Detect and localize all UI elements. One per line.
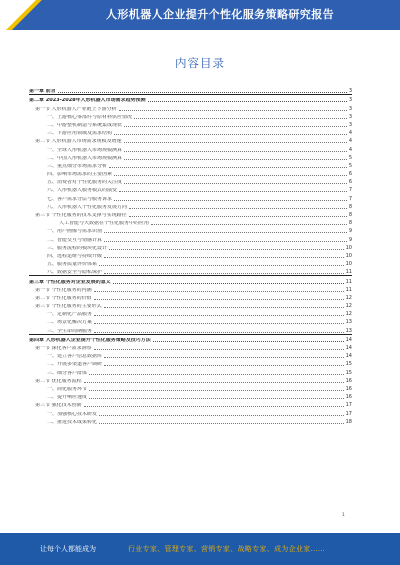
footer-bar	[0, 533, 400, 565]
toc-entry-page: 3	[348, 113, 352, 120]
toc-leader-dots	[99, 415, 344, 416]
toc-entry-label: 第一节 深化客户需求洞察	[35, 346, 92, 351]
toc-entry-label: 一、全球人形机器人市场规模测算	[47, 147, 123, 153]
toc-entry[interactable]	[29, 251, 352, 259]
toc-leader-dots	[104, 232, 347, 233]
toc-leader-dots	[129, 216, 347, 217]
toc-entry-label: 六、人形机器人服务模式的演变	[47, 188, 118, 194]
toc-entry-page: 10	[345, 261, 352, 268]
toc-entry[interactable]	[29, 408, 352, 416]
page-number: 1	[342, 513, 345, 518]
toc-leader-dots	[94, 349, 344, 350]
toc-entry-page: 10	[345, 244, 352, 251]
toc-entry-label: 二、智能交互与情感计算	[47, 237, 103, 243]
toc-entry[interactable]	[29, 94, 352, 103]
toc-entry[interactable]	[29, 218, 352, 226]
toc-leader-dots	[119, 110, 347, 111]
table-of-contents	[29, 86, 352, 425]
toc-entry[interactable]	[29, 285, 352, 293]
toc-entry-label: 四、远程运维与持续升级	[47, 253, 103, 259]
toc-entry-page: 11	[345, 269, 352, 276]
toc-entry-label: 第二章 2023-2028年人形机器人市场需求趋势预测	[29, 98, 146, 104]
toc-entry-label: 第三章 个性化服务对企业发展的意义	[29, 279, 111, 285]
toc-leader-dots	[104, 357, 344, 358]
toc-entry-page: 18	[345, 418, 352, 425]
toc-leader-dots	[89, 390, 344, 391]
toc-entry[interactable]	[29, 103, 352, 111]
toc-entry[interactable]	[29, 334, 352, 343]
toc-entry-page: 15	[345, 369, 352, 376]
toc-entry-page: 8	[348, 212, 352, 218]
toc-entry-label: 第三节 个性化服务的主要形式	[35, 304, 102, 310]
toc-entry-label: 三、下游应用领域及需求结构	[47, 131, 113, 137]
toc-leader-dots	[109, 249, 344, 250]
toc-leader-dots	[114, 175, 347, 176]
toc-entry-label: 二、场景化解决方案	[47, 320, 93, 326]
toc-entry[interactable]	[29, 210, 352, 218]
toc-entry-page: 4	[348, 146, 352, 153]
toc-entry[interactable]	[29, 161, 352, 169]
toc-entry-label: 八、人形机器人个性化服务发展方向	[47, 204, 128, 210]
toc-entry-page: 17	[345, 410, 352, 417]
toc-entry-label: 三、细分客户群体	[47, 370, 88, 376]
toc-entry-page: 9	[348, 236, 352, 243]
toc-entry-page: 3	[348, 105, 352, 112]
toc-entry-page: 4	[348, 138, 352, 145]
toc-entry-label: 二、提升响应速度	[47, 395, 88, 401]
toc-entry-page: 7	[348, 187, 352, 194]
toc-leader-dots	[58, 92, 347, 93]
toc-leader-dots	[124, 151, 347, 152]
toc-entry-page: 3	[348, 88, 352, 95]
toc-entry-page: 14	[345, 336, 352, 343]
toc-entry-label: 一、用户画像与需求识别	[47, 229, 103, 235]
toc-entry-label: 五、服务质量评价体系	[47, 262, 98, 268]
toc-entry[interactable]	[29, 309, 352, 317]
header-bar	[0, 0, 400, 30]
toc-entry[interactable]	[29, 193, 352, 201]
toc-entry[interactable]	[29, 359, 352, 367]
toc-entry-page: 16	[345, 394, 352, 401]
toc-entry-label: 一、建立客户信息数据库	[47, 354, 103, 360]
toc-entry-label: 第一章 前言	[29, 89, 56, 95]
toc-leader-dots	[151, 224, 347, 225]
toc-entry-page: 3	[348, 121, 352, 128]
toc-entry[interactable]	[29, 325, 352, 333]
toc-entry[interactable]	[29, 112, 352, 120]
toc-entry-page: 3	[348, 97, 352, 104]
toc-entry-label: 第四章 人形机器人企业提升个性化服务策略及技巧方法	[29, 337, 151, 343]
toc-entry-label: 二、开展多渠道客户调研	[47, 362, 103, 368]
toc-leader-dots	[134, 118, 347, 119]
toc-entry-label: 一、上游核心零部件与原材料供应情况	[47, 114, 133, 120]
toc-entry-page: 11	[345, 278, 352, 285]
toc-leader-dots	[94, 291, 344, 292]
toc-leader-dots	[89, 374, 344, 375]
toc-entry-page: 8	[348, 220, 352, 227]
toc-leader-dots	[119, 191, 347, 192]
toc-entry-page: 16	[345, 377, 352, 384]
toc-entry[interactable]	[29, 120, 352, 128]
toc-entry[interactable]	[29, 177, 352, 185]
toc-leader-dots	[104, 257, 344, 258]
toc-entry-page: 9	[348, 228, 352, 235]
toc-entry-page: 14	[345, 353, 352, 360]
toc-entry-label: 六、数据安全与隐私保护	[47, 270, 103, 276]
toc-entry-page: 5	[348, 162, 352, 169]
toc-entry-label: 七、客户需求分层与服务诉求	[47, 196, 113, 202]
toc-entry[interactable]	[29, 351, 352, 359]
footer-right-text: 行业专家、管理专家、营销专家、战略专家、成为企业家……	[128, 545, 326, 553]
toc-entry-page: 13	[345, 319, 352, 326]
toc-entry-label: 三、全生命周期服务	[47, 328, 93, 334]
toc-entry-label: 四、影响市场需求的主要因素	[47, 172, 113, 178]
toc-entry[interactable]	[29, 293, 352, 301]
toc-leader-dots	[104, 241, 347, 242]
toc-entry[interactable]	[29, 136, 352, 144]
toc-leader-dots	[104, 307, 344, 308]
toc-entry-label: 人工智能与大数据在个性化服务中的应用	[59, 221, 150, 227]
toc-entry-label: 二、推进技术成果转化	[47, 419, 98, 425]
toc-entry-page: 13	[345, 327, 352, 334]
toc-entry-page: 6	[348, 179, 352, 186]
toc-entry-page: 7	[348, 195, 352, 202]
toc-entry[interactable]	[29, 144, 352, 152]
report-title: 人形机器人企业提升个性化服务策略研究报告	[106, 8, 334, 21]
toc-entry-page: 5	[348, 154, 352, 161]
toc-entry[interactable]	[29, 234, 352, 242]
toc-entry-label: 第三节 个性化服务的技术支撑与实现路径	[35, 213, 127, 218]
toc-leader-dots	[124, 183, 347, 184]
toc-entry-label: 一、简化服务环节	[47, 386, 88, 392]
header-accent-stripe	[0, 0, 44, 30]
toc-entry-label: 一、加强核心技术研发	[47, 411, 98, 417]
toc-entry-label: 三、重点细分市场需求分析	[47, 163, 108, 169]
toc-leader-dots	[129, 208, 347, 209]
toc-entry[interactable]	[29, 417, 352, 425]
toc-leader-dots	[99, 265, 344, 266]
toc-leader-dots	[114, 200, 347, 201]
toc-entry[interactable]	[29, 343, 352, 351]
footer-left-text: 让每个人都能成为	[40, 545, 96, 553]
toc-entry[interactable]	[29, 202, 352, 210]
toc-entry[interactable]	[29, 376, 352, 384]
toc-entry[interactable]	[29, 226, 352, 234]
toc-entry-label: 第一节 个性化服务的内涵	[35, 287, 92, 293]
toc-entry[interactable]	[29, 259, 352, 267]
toc-entry[interactable]	[29, 169, 352, 177]
toc-leader-dots	[84, 406, 344, 407]
toc-leader-dots	[94, 299, 344, 300]
toc-leader-dots	[104, 365, 344, 366]
toc-entry[interactable]	[29, 153, 352, 161]
toc-leader-dots	[94, 323, 344, 324]
toc-entry-label: 第二节 人形机器人市场需求规模及增速	[35, 139, 122, 145]
toc-leader-dots	[114, 134, 347, 135]
toc-leader-dots	[124, 159, 347, 160]
toc-entry-label: 二、中国人形机器人市场规模测算	[47, 155, 123, 161]
toc-entry-label: 第三节 强化技术创新	[35, 403, 82, 409]
toc-leader-dots	[124, 126, 347, 127]
toc-entry-label: 五、消费者对个性化服务的关注度	[47, 180, 123, 186]
toc-leader-dots	[94, 332, 344, 333]
toc-entry-page: 11	[345, 286, 352, 293]
toc-entry[interactable]	[29, 128, 352, 136]
toc-entry-label: 三、服务流程的模块化设计	[47, 245, 108, 251]
toc-entry[interactable]	[29, 243, 352, 251]
toc-entry-page: 17	[345, 402, 352, 409]
toc-entry-label: 二、中游整机制造与系统集成现状	[47, 122, 123, 128]
toc-leader-dots	[84, 382, 344, 383]
toc-entry-page: 12	[345, 303, 352, 310]
toc-entry-label: 一、定制化产品服务	[47, 312, 93, 318]
toc-entry[interactable]	[29, 384, 352, 392]
toc-entry-page: 14	[345, 345, 352, 351]
toc-leader-dots	[153, 341, 344, 342]
toc-entry[interactable]	[29, 317, 352, 325]
toc-leader-dots	[89, 398, 344, 399]
toc-entry-page: 6	[348, 171, 352, 178]
toc-leader-dots	[104, 273, 344, 274]
toc-entry[interactable]	[29, 392, 352, 400]
toc-leader-dots	[109, 167, 347, 168]
toc-leader-dots	[99, 423, 344, 424]
toc-leader-dots	[124, 142, 347, 143]
toc-entry-page: 12	[345, 311, 352, 318]
toc-entry-label: 第二节 个性化服务的价值	[35, 295, 92, 301]
toc-entry[interactable]	[29, 400, 352, 408]
toc-entry-page: 12	[345, 294, 352, 301]
toc-entry-page: 10	[345, 252, 352, 259]
toc-entry[interactable]	[29, 267, 352, 275]
toc-leader-dots	[148, 101, 347, 102]
toc-entry-page: 8	[348, 203, 352, 210]
toc-entry-page: 4	[348, 130, 352, 137]
toc-entry-page: 16	[345, 385, 352, 392]
toc-entry[interactable]	[29, 185, 352, 193]
toc-entry-label: 第一节 人形机器人产业链上下游分析	[35, 106, 117, 112]
toc-leader-dots	[94, 315, 344, 316]
toc-entry-label: 第二节 优化服务流程	[35, 378, 82, 384]
toc-leader-dots	[113, 283, 344, 284]
toc-entry-page: 15	[345, 361, 352, 368]
toc-heading: 内容目录	[175, 56, 225, 70]
toc-entry[interactable]	[29, 275, 352, 284]
toc-entry[interactable]	[29, 301, 352, 309]
toc-entry[interactable]	[29, 86, 352, 94]
toc-entry[interactable]	[29, 367, 352, 375]
